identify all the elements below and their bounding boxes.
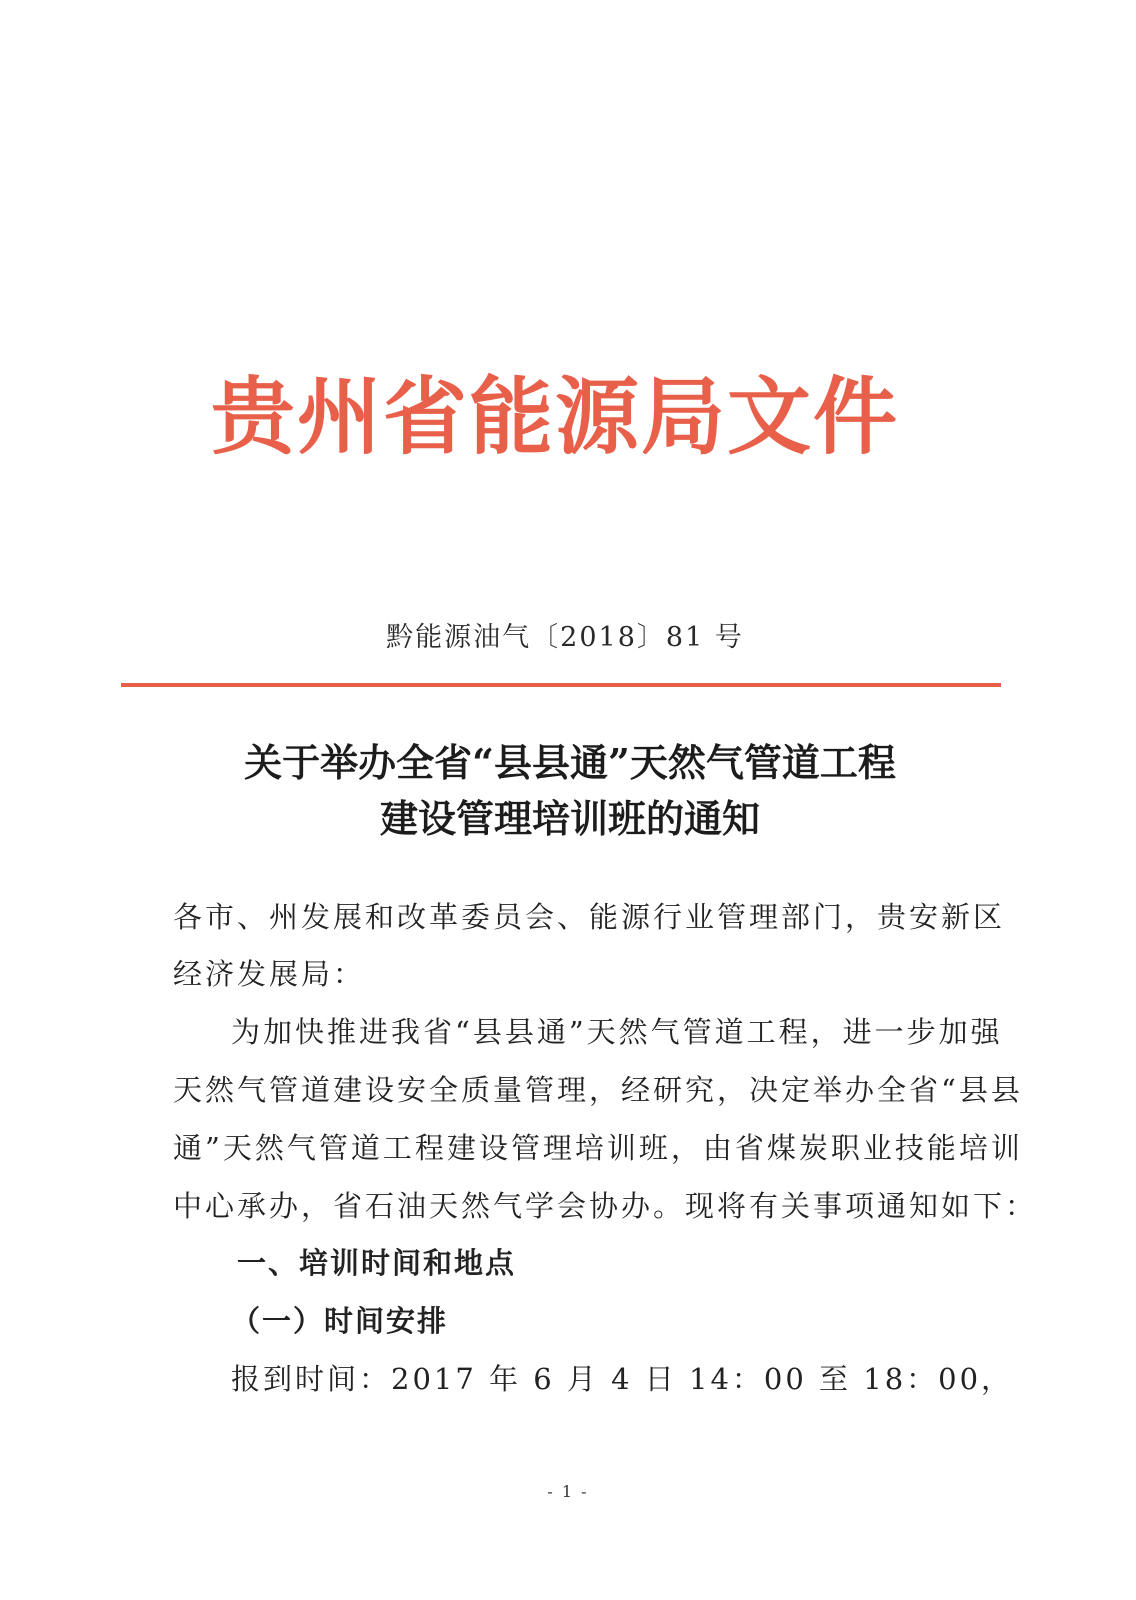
addressee-line-1: 各市、州发展和改革委员会、能源行业管理部门，贵安新区 [173, 900, 1006, 934]
section-1-heading: 一、培训时间和地点 [237, 1246, 517, 1280]
schedule-line: 报到时间：2017 年 6 月 4 日 14：00 至 18：00， [231, 1362, 1014, 1396]
notice-title-line-1: 关于举办全省“县县通”天然气管道工程 [244, 740, 896, 785]
addressee-line-2: 经济发展局： [173, 957, 366, 991]
red-divider-rule [121, 683, 1001, 687]
masthead-title: 贵州省能源局文件 [210, 367, 899, 466]
subsection-1-heading: （一）时间安排 [231, 1304, 449, 1338]
paragraph-1-line-3: 通”天然气管道工程建设管理培训班，由省煤炭职业技能培训 [173, 1131, 1023, 1165]
page-number: - 1 - [547, 1482, 589, 1501]
paragraph-1-line-4: 中心承办，省石油天然气学会协办。现将有关事项通知如下： [173, 1189, 1038, 1223]
notice-title [140, 735, 1000, 847]
paragraph-1-line-2: 天然气管道建设安全质量管理，经研究，决定举办全省“县县 [173, 1073, 1023, 1107]
notice-title-line-2: 建设管理培训班的通知 [379, 796, 760, 841]
document-number: 黔能源油气〔2018〕81 号 [386, 622, 744, 653]
paragraph-1-line-1: 为加快推进我省“县县通”天然气管道工程，进一步加强 [231, 1015, 1003, 1049]
